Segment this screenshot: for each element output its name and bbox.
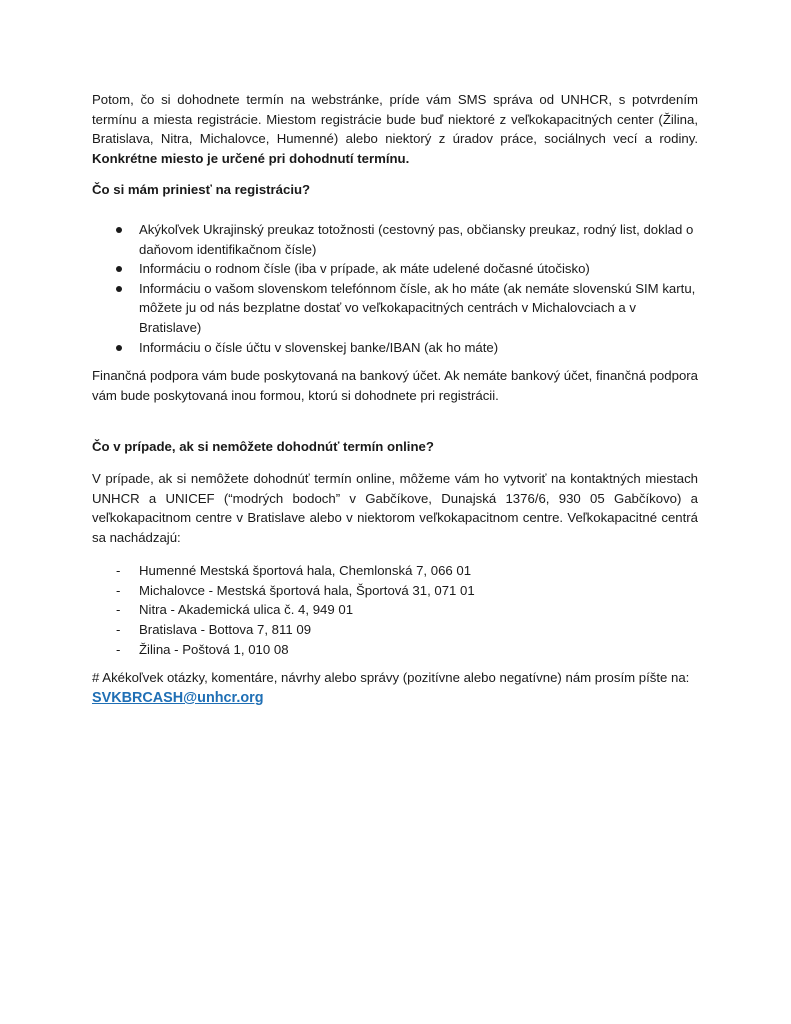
question-what-to-bring: Čo si mám priniesť na registráciu? [92, 182, 311, 198]
registration-info-paragraph [92, 90, 698, 168]
list-item [92, 600, 698, 620]
list-item [92, 640, 698, 660]
list-item [92, 561, 698, 581]
registration-place-note: Konkrétne miesto je určené pri dohodnutí termínu. [92, 150, 410, 166]
list-item-text: Akýkoľvek Ukrajinský preukaz totožnosti (cestovný pas, občiansky preukaz, rodný list, doklad o daňovom identifikačnom čísle) [139, 221, 694, 257]
list-item [92, 620, 698, 640]
document-content [92, 90, 698, 708]
dash-marker: - [116, 602, 121, 618]
list-item [92, 220, 698, 259]
center-address: Nitra - Akademická ulica č. 4, 949 01 [139, 602, 354, 618]
dash-marker: - [116, 582, 121, 598]
center-address: Žilina - Poštová 1, 010 08 [139, 641, 289, 657]
bullet-icon [116, 345, 122, 351]
dash-marker: - [116, 641, 121, 657]
dash-marker: - [116, 563, 121, 579]
dash-marker: - [116, 622, 121, 638]
list-item [92, 259, 698, 279]
center-address: Humenné Mestská športová hala, Chemlonská 7, 066 01 [139, 563, 472, 579]
center-address: Bratislava - Bottova 7, 811 09 [139, 622, 312, 638]
question-cannot-book-online: Čo v prípade, ak si nemôžete dohodnúť termín online? [92, 439, 434, 455]
list-item-text: Informáciu o rodnom čísle (iba v prípade, ak máte udelené dočasné útočisko) [139, 261, 590, 277]
centers-list [92, 561, 698, 659]
list-item [92, 581, 698, 601]
bullet-icon [116, 266, 122, 272]
registration-info-text: Potom, čo si dohodnete termín na webstránke, príde vám SMS správa od UNHCR, s potvrdením termínu a miesta registrácie. Miestom registrácie bude buď niektoré z veľkokapacitných center (Žilina, Bratislava, Nitra, Michalovce, Humenné) alebo niektorý z úradov práce, sociálnych vecí a rodiny. [92, 92, 698, 147]
offline-booking-paragraph: V prípade, ak si nemôžete dohodnúť termín online, môžeme vám ho vytvoriť na kontaktných miestach UNHCR a UNICEF (“modrých bodoch” v Gabčíkove, Dunajská 1376/6, 930 05 Gabčíkovo) a veľkokapacitnom centre v Bratislave alebo v niektorom veľkokapacitnom centre. Veľkokapacitné centrá sa nachádzajú: [92, 470, 698, 545]
bring-items-list [92, 220, 698, 357]
list-item [92, 279, 698, 338]
bullet-icon [116, 286, 122, 292]
financial-support-paragraph: Finančná podpora vám bude poskytovaná na bankový účet. Ak nemáte bankový účet, finančná podpora vám bude poskytovaná inou formou, ktorú si dohodnete pri registrácii. [92, 368, 698, 403]
email-link[interactable]: SVKBRCASH@unhcr.org [92, 689, 264, 706]
list-item-text: Informáciu o vašom slovenskom telefónnom čísle, ak ho máte (ak nemáte slovenskú SIM kartu, môžete ju od nás bezplatne dostať vo veľkokapacitných centrách v Michalovciach a v Bratislave) [139, 280, 696, 335]
list-item-text: Informáciu o čísle účtu v slovenskej banke/IBAN (ak ho máte) [139, 339, 499, 355]
bullet-icon [116, 227, 122, 233]
contact-text: # Akékoľvek otázky, komentáre, návrhy alebo správy (pozitívne alebo negatívne) nám prosím píšte na: [92, 670, 690, 686]
contact-paragraph [92, 668, 698, 708]
center-address: Michalovce - Mestská športová hala, Športová 31, 071 01 [139, 582, 475, 598]
list-item [92, 338, 698, 358]
